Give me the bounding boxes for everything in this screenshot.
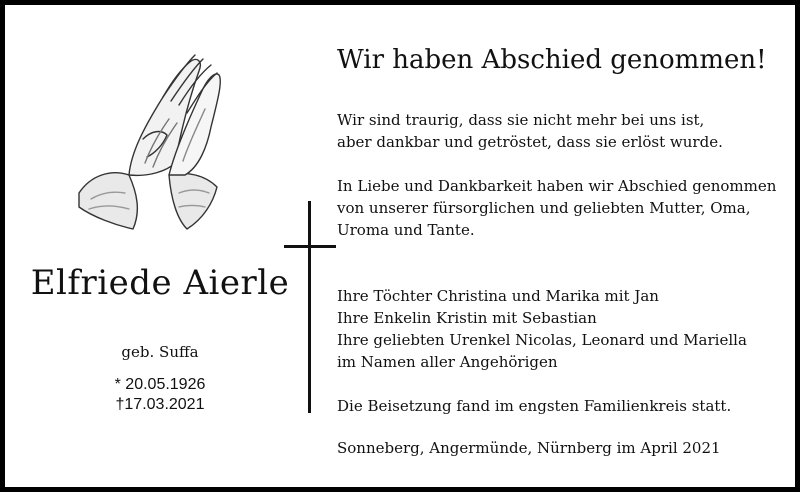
mourner-line: Ihre Enkelin Kristin mit Sebastian	[337, 309, 597, 327]
birth-date: * 20.05.1926	[114, 376, 206, 393]
text-line: von unserer fürsorglichen und geliebten Mutter, Oma,	[337, 199, 751, 217]
birth-name: geb. Suffa	[121, 343, 199, 361]
paragraph-farewell	[337, 175, 776, 241]
paragraph-sorrow	[337, 109, 723, 153]
funeral-note: Die Beisetzung fand im engsten Familienkreis statt.	[337, 397, 732, 415]
cross-vertical-bar	[308, 201, 311, 413]
text-line: Uroma und Tante.	[337, 221, 475, 239]
praying-hands-icon	[71, 43, 231, 233]
life-dates	[25, 375, 295, 415]
deceased-name: Elfriede Aierle	[30, 263, 290, 303]
cross-horizontal-bar	[284, 245, 336, 248]
mourner-line: Ihre Töchter Christina und Marika mit Jan	[337, 287, 659, 305]
mourner-line: Ihre geliebten Urenkel Nicolas, Leonard und Mariella	[337, 331, 747, 349]
text-line: In Liebe und Dankbarkeit haben wir Abschied genommen	[337, 177, 777, 195]
cross-icon	[284, 201, 336, 413]
notice-heading: Wir haben Abschied genommen!	[337, 45, 767, 75]
mourner-line: im Namen aller Angehörigen	[337, 353, 558, 371]
mourners-list	[337, 285, 747, 373]
place-date: Sonneberg, Angermünde, Nürnberg im April 2021	[337, 439, 721, 457]
text-line: Wir sind traurig, dass sie nicht mehr bei uns ist,	[337, 111, 705, 129]
death-date: †17.03.2021	[115, 396, 205, 413]
text-line: aber dankbar und getröstet, dass sie erlöst wurde.	[337, 133, 723, 151]
